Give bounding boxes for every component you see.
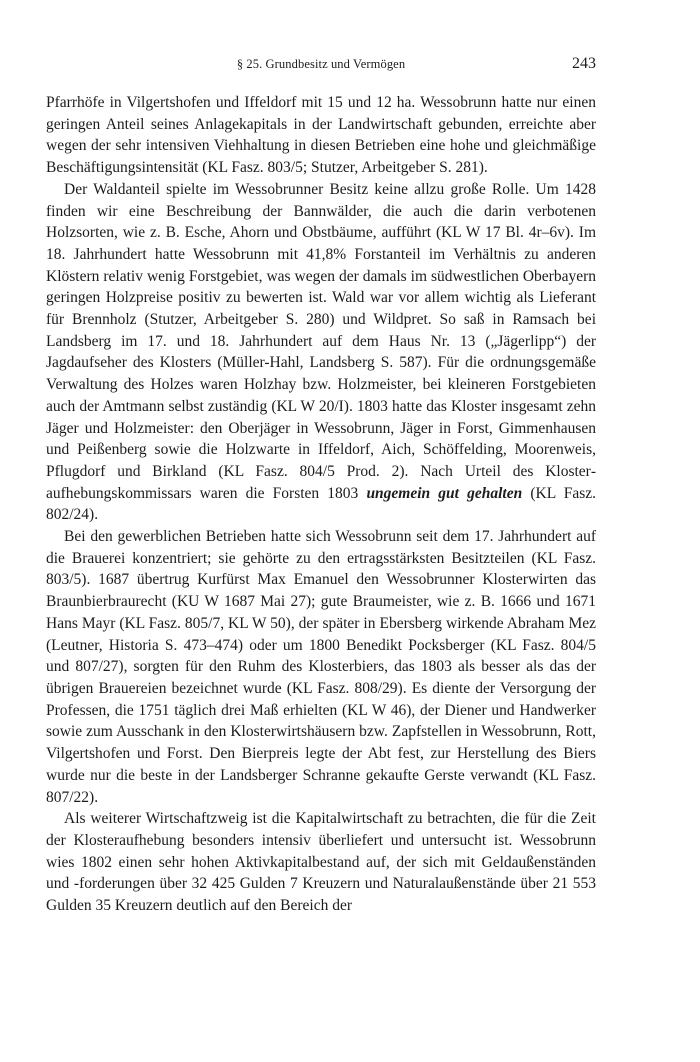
paragraph-1: Pfarrhöfe in Vilgertshofen und Iffeldorf mit 15 und 12 ha. Wessobrunn hatte nur einen geringen Anteil seines Anlagekapitals in der Landwirtschaft gebunden, erreichte aber wegen der sehr intensiven Viehhaltung in diesen Betrieben eine hohe und gleichmäßige Beschäftigungsintensität (KL Fasz. 803/5; Stutzer, Arbeitgeber S. 281). — [46, 94, 596, 177]
running-title: § 25. Grundbesitz und Vermögen — [236, 57, 406, 71]
paragraph-2-quote: ungemein gut gehalten — [366, 484, 523, 502]
paragraph-2-citation: (KL Fasz. 802/24). — [46, 484, 596, 524]
paragraph-2 — [46, 179, 596, 526]
paragraph-2-text: Der Waldanteil spielte im Wessobrunner Besitz keine allzu große Rolle. Um 1428 finden wir eine Beschreibung der Bannwälder, die auch die darin verbotenen Holzsorten, wie z. B. Esche, Ahorn und Obstbäume, aufführt (KL W 17 Bl. 4r–6v). Im 18. Jahrhundert hatte Wessobrunn mit 41,8% Forstanteil im Verhältnis zu anderen Klöstern relativ wenig Forstgebiet, was wegen der damals im südwestlichen Oberbayern geringen Holzpreise positiv zu bewerten ist. Wald war vor allem wichtig als Lieferant für Brennholz (Stutzer, Arbeitgeber S. 280) und Wildpret. So saß in Ramsach bei Landsberg im 17. und 18. Jahrhundert auf dem Haus Nr. 13 („Jägerlipp“) der Jagdaufseher des Klosters (Müller-Hahl, Landsberg S. 587). Für die ordnungsgemäße Verwaltung des Holzes waren Holzhay bzw. Holzmeister, bei kleineren Forstgebieten auch der Amtmann selbst zuständig (KL W 20/I). 1803 hatte das Kloster insgesamt zehn Jäger und Holzmeister: den Oberjäger in Wessobrunn, Jäger in Forst, Gimmenhausen und Peißenberg sowie die Holzwarte in Iffeldorf, Aich, Schöffelding, Moorenweis, Pflugdorf und Birkland (KL Fasz. 804/5 Prod. 2). Nach Urteil des Klosteraufhebungskommissars waren die Forsten 1803 — [46, 180, 596, 502]
paragraph-3: Bei den gewerblichen Betrieben hatte sich Wessobrunn seit dem 17. Jahrhundert auf die Brauerei konzentriert; sie gehörte zu den ertragsstärksten Besitzteilen (KL Fasz. 803/5). 1687 übertrug Kurfürst Max Emanuel den Wessobrunner Klosterwirten das Braunbierbraurecht (KU W 1687 Mai 27); gute Braumeister, wie z. B. 1666 und 1671 Hans Mayr (KL Fasz. 805/7, KL W 50), der später in Ebersberg wirkende Abraham Mez (Leutner, Historia S. 473–474) oder um 1800 Benedikt Pocksberger (KL Fasz. 804/5 und 807/27), sorgten für den Ruhm des Klosterbiers, das 1803 als besser als das der übrigen Brauereien bezeichnet wurde (KL Fasz. 808/29). Es diente der Versorgung der Professen, die 1751 täglich drei Maß erhielten (KL W 46), der Diener und Handwerker sowie zum Ausschank in den Klosterwirtshäusern bzw. Zapfstellen in Wessobrunn, Rott, Vilgertshofen und Forst. Den Bierpreis legte der Abt fest, zur Herstellung des Biers wurde nur die beste in der Landsberger Schranne gekaufte Gerste verwandt (KL Fasz. 807/22). — [46, 528, 596, 806]
paragraph-4: Als weiterer Wirtschaftzweig ist die Kapitalwirtschaft zu betrachten, die für die Zeit der Klosteraufhebung besonders intensiv überliefert und untersucht ist. Wessobrunn wies 1802 einen sehr hohen Aktivkapitalbestand auf, der sich mit Geldaußenständen und -forderungen über 32 425 Gulden 7 Kreuzern und Naturalaußenstände über 21 553 Gulden 35 Kreuzern deutlich auf den Bereich der — [46, 810, 596, 915]
running-head — [46, 55, 596, 77]
body-text — [46, 92, 596, 917]
page-number: 243 — [572, 55, 596, 72]
